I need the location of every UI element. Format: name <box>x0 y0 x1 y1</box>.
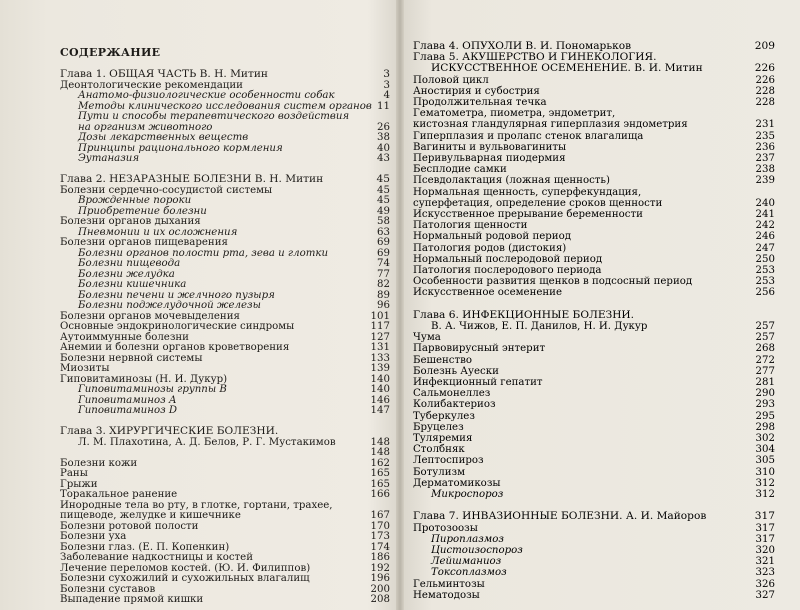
toc-entry-page: 257 <box>755 332 775 344</box>
toc-entry-page: 74 <box>377 258 390 269</box>
toc-entry-page: 96 <box>377 300 390 311</box>
toc-entry-page: 133 <box>370 352 390 364</box>
toc-entry-page: 192 <box>370 562 390 574</box>
toc-entry-page: 281 <box>755 377 775 388</box>
toc-entry-page: 45 <box>376 173 390 185</box>
toc-entry-title: Гиповитаминоз А <box>78 394 177 406</box>
toc-entry-page: 3 <box>383 68 390 80</box>
toc-entry-page: 256 <box>755 287 775 299</box>
toc-entry-page: 231 <box>755 119 775 131</box>
toc-entry-page: 196 <box>370 573 390 584</box>
toc-entry-title: Глава 7. ИНВАЗИОННЫЕ БОЛЕЗНИ. А. И. Майоров <box>413 510 707 523</box>
toc-entry-page: 208 <box>370 594 390 605</box>
toc-entry-page: 327 <box>755 589 775 601</box>
toc-entry-page: 302 <box>755 433 775 444</box>
toc-entry-title: Болезни печени и желчного пузыря <box>78 289 275 301</box>
toc-entry-page: 38 <box>377 132 390 143</box>
toc-entry-page: 162 <box>370 457 390 469</box>
toc-entry-title: Пути и способы терапевтического воздействия <box>78 111 350 122</box>
toc-entry-title: Эутаназия <box>78 153 140 164</box>
toc-entry-title: Пневмонии и их осложнения <box>78 226 238 238</box>
toc-entry-title: Нормальный послеродовой период <box>413 253 603 265</box>
toc-entry-title: Болезни ротовой полости <box>60 520 199 532</box>
toc-entry-title: Гиперплазия и пролапс стенок влагалища <box>413 130 644 142</box>
toc-entry-title: Бруцелез <box>413 421 464 433</box>
toc-entry-title: Патология щенности <box>413 220 528 232</box>
toc-entry-page: 165 <box>370 478 390 490</box>
toc-entry-page: 11 <box>377 100 390 112</box>
toc-entry-page: 295 <box>755 410 775 422</box>
toc-entry-page: 82 <box>377 279 390 290</box>
toc-entry-title: Патология послеродового периода <box>413 265 602 276</box>
toc-entry-page: 253 <box>755 276 775 288</box>
toc-entry-page: 320 <box>755 545 775 556</box>
toc-entry-title: Болезни органов дыхания <box>60 216 201 227</box>
toc-entry-title: Лечение переломов костей. (Ю. И. Филиппов) <box>60 562 311 574</box>
toc-entry-title: Бешенство <box>413 354 473 366</box>
toc-entry-title: ИСКУССТВЕННОЕ ОСЕМЕНЕНИЕ. В. И. Митин <box>431 62 703 75</box>
toc-entry-page: 312 <box>755 489 775 500</box>
toc-entry-page: 148 <box>370 447 390 458</box>
toc-entry-title: Искусственное прерывание беременности <box>413 209 643 220</box>
right-toc <box>413 0 775 610</box>
toc-entry-title: Грыжи <box>60 478 98 490</box>
toc-entry-page: 167 <box>370 510 390 521</box>
toc-entry-title: Дозы лекарственных веществ <box>78 132 249 143</box>
left-toc <box>60 0 390 610</box>
toc-entry-title: Половой цикл <box>413 74 489 86</box>
toc-entry-title: Болезни желудка <box>78 268 175 280</box>
toc-entry-page: 317 <box>755 533 775 545</box>
toc-entry-title: Болезни глаз. (Е. П. Копенкин) <box>60 541 230 553</box>
toc-entry-page: 147 <box>370 405 390 416</box>
toc-entry-page: 228 <box>755 85 775 97</box>
toc-entry-title: Ботулизм <box>413 466 465 478</box>
toc-entry-page: 89 <box>377 289 390 301</box>
toc-entry-page: 272 <box>755 354 775 366</box>
toc-entry-page: 310 <box>755 466 775 478</box>
toc-entry-page: 298 <box>755 421 775 433</box>
toc-entry-title: Торакальное ранение <box>60 489 178 500</box>
toc-entry-title: Инфекционный гепатит <box>413 377 543 388</box>
toc-entry-title: Микроспороз <box>431 489 504 500</box>
toc-entry-title: Гельминтозы <box>413 578 485 590</box>
toc-entry-title: Глава 3. ХИРУРГИЧЕСКИЕ БОЛЕЗНИ. <box>60 425 279 437</box>
toc-entry-title: Заболевание надкостницы и костей <box>60 552 253 563</box>
toc-entry-page: 131 <box>370 342 390 353</box>
toc-entry-title: Лейшманиоз <box>431 556 502 568</box>
toc-entry-title: Болезни уха <box>60 531 127 542</box>
toc-entry-title: Гиповитаминозы группы В <box>78 384 227 395</box>
toc-entry-page: 312 <box>755 477 775 489</box>
toc-entry-title: Бесплодие самки <box>413 164 507 176</box>
toc-entry-title: Анемии и болезни органов кроветворения <box>60 342 290 353</box>
toc-entry-title: В. А. Чижов, Е. П. Данилов, Н. И. Дукур <box>431 321 648 332</box>
toc-entry-title: Аутоиммунные болезни <box>60 331 189 343</box>
toc-entry-page: 305 <box>755 455 775 467</box>
toc-entry-page: 293 <box>755 399 775 411</box>
toc-entry-title: Токсоплазмоз <box>431 567 507 579</box>
toc-entry-page: 3 <box>383 79 390 91</box>
toc-entry-page: 43 <box>377 153 390 164</box>
toc-entry-title: Болезни поджелудочной железы <box>78 300 261 311</box>
toc-entry-title: Выпадение прямой кишки <box>60 594 204 605</box>
toc-entry-page: 323 <box>755 567 775 579</box>
toc-entry-page: 304 <box>755 444 775 456</box>
toc-entry-title: Сальмонеллез <box>413 388 491 400</box>
toc-entry-page: 4 <box>383 90 390 101</box>
toc-entry-page: 277 <box>755 365 775 377</box>
toc-entry-page: 237 <box>755 153 775 164</box>
toc-entry-page: 239 <box>755 175 775 187</box>
toc-entry-title: Болезни сухожилий и сухожильных влагалищ <box>60 573 310 584</box>
toc-entry-page: 186 <box>370 552 390 563</box>
toc-entry-title: Приобретение болезни <box>78 205 207 217</box>
toc-entry-page: 247 <box>755 242 775 254</box>
toc-entry-title: Продолжительная течка <box>413 97 547 108</box>
toc-entry-title: Болезни органов полости рта, зева и глотки <box>78 247 329 259</box>
toc-entry-page: 317 <box>754 510 775 523</box>
toc-entry-page: 209 <box>754 40 775 52</box>
toc-entry-title: Болезни пищевода <box>78 258 181 269</box>
toc-entry-page: 321 <box>755 556 775 568</box>
toc-entry-page: 101 <box>370 310 390 322</box>
toc-entry <box>413 589 775 602</box>
toc-entry-title: Протозоозы <box>413 522 478 534</box>
toc-entry-title: Туляремия <box>413 433 473 444</box>
toc-entry-page: 236 <box>755 141 775 153</box>
toc-entry-title: Нормальный родовой период <box>413 231 571 243</box>
toc-entry-page: 127 <box>370 331 390 343</box>
toc-entry-page: 253 <box>755 265 775 276</box>
toc-entry-title: Цистоизоспороз <box>431 545 523 556</box>
toc-entry-page: 173 <box>370 531 390 542</box>
toc-entry-title: Аностирия и субострия <box>413 85 540 97</box>
toc-entry-title: Анатомо-физиологические особенности собак <box>78 90 335 101</box>
toc-entry-title: Болезни кожи <box>60 457 138 469</box>
toc-entry-page: 117 <box>370 321 390 332</box>
toc-entry-page: 166 <box>370 489 390 500</box>
toc-entry-title: Болезни органов пищеварения <box>60 237 228 248</box>
toc-entry-title: Пироплазмоз <box>431 533 504 545</box>
toc-entry-title: Болезни сердечно-сосудистой системы <box>60 184 273 196</box>
toc-entry-title: Чума <box>413 332 441 344</box>
toc-heading: СОДЕРЖАНИЕ <box>60 46 161 59</box>
toc-entry-title: Болезни кишечника <box>78 279 187 290</box>
toc-entry-page: 58 <box>377 216 390 227</box>
toc-entry-title: Лептоспироз <box>413 455 484 467</box>
toc-entry-page: 45 <box>377 184 390 196</box>
toc-entry-title: Гематометра, пиометра, эндометрит, <box>413 108 616 120</box>
toc-entry-title: Миозиты <box>60 363 110 374</box>
toc-entry-title: Болезни суставов <box>60 583 156 595</box>
toc-entry-title: Перивульварная пиодермия <box>413 153 566 164</box>
toc-entry-title: Врожденные пороки <box>78 195 192 206</box>
toc-entry-title: Столбняк <box>413 444 465 456</box>
toc-entry-title: Искусственное осеменение <box>413 287 562 299</box>
toc-entry-page: 228 <box>755 97 775 108</box>
toc-entry-page: 290 <box>755 388 775 400</box>
toc-entry-page: 170 <box>370 520 390 532</box>
toc-entry-page: 148 <box>370 436 390 448</box>
toc-entry-page: 246 <box>755 231 775 243</box>
toc-entry <box>60 593 390 606</box>
toc-entry-title: Патология родов (дистокия) <box>413 242 567 254</box>
toc-entry-page: 69 <box>377 247 390 259</box>
toc-entry-title: Принципы рационального кормления <box>78 142 283 154</box>
toc-entry-page: 257 <box>755 321 775 332</box>
toc-entry-title: Л. М. Плахотина, А. Д. Белов, Р. Г. Мустакимов <box>78 436 336 448</box>
toc-entry-page: 250 <box>755 253 775 265</box>
toc-entry-title: Колибактериоз <box>413 399 496 411</box>
toc-entry-title: Вагиниты и вульвовагиниты <box>413 141 567 153</box>
toc-entry-page: 268 <box>755 343 775 355</box>
toc-entry-page: 146 <box>370 394 390 406</box>
toc-entry-page: 139 <box>370 363 390 374</box>
toc-entry-title: Глава 1. ОБЩАЯ ЧАСТЬ В. Н. Митин <box>60 68 268 80</box>
toc-entry-title: Раны <box>60 468 88 479</box>
toc-entry-title: пищеводе, желудке и кишечнике <box>60 510 241 521</box>
toc-entry-title: Туберкулез <box>413 410 475 422</box>
toc-entry-page: 226 <box>754 62 775 75</box>
toc-entry-page: 45 <box>377 195 390 206</box>
toc-entry-page: 63 <box>377 226 390 238</box>
toc-entry-title: Нематодозы <box>413 589 480 601</box>
toc-entry-title: на организм животного <box>78 121 213 133</box>
toc-entry-title: Особенности развития щенков в подсосный период <box>413 276 693 288</box>
toc-entry-page: 240 <box>755 197 775 209</box>
toc-entry-page: 77 <box>377 268 390 280</box>
toc-entry-title: Глава 6. ИНФЕКЦИОННЫЕ БОЛЕЗНИ. <box>413 308 635 321</box>
toc-entry-title: кистозная гландулярная гиперплазия эндометрия <box>413 119 688 131</box>
toc-entry-title: Глава 5. АКУШЕРСТВО И ГИНЕКОЛОГИЯ. <box>413 51 657 64</box>
toc-entry-title: Псевдолактация (ложная щенность) <box>413 175 610 187</box>
toc-entry-page: 200 <box>370 583 390 595</box>
toc-entry-page: 69 <box>377 237 390 248</box>
toc-entry-page: 26 <box>377 121 390 133</box>
toc-entry-title: Дерматомикозы <box>413 477 501 489</box>
toc-entry-title: Гиповитаминоз D <box>78 405 178 416</box>
toc-entry-page: 226 <box>755 74 775 86</box>
toc-entry-page: 140 <box>370 384 390 395</box>
toc-entry-title: Болезнь Ауески <box>413 365 499 377</box>
toc-entry-title: Гиповитаминозы (Н. И. Дукур) <box>60 373 228 385</box>
toc-entry-page: 235 <box>755 130 775 142</box>
toc-entry-title: Глава 4. ОПУХОЛИ В. И. Пономарьков <box>413 40 632 52</box>
toc-entry-page: 238 <box>755 164 775 176</box>
toc-entry-page: 241 <box>755 209 775 220</box>
toc-entry-title: суперфетация, определение сроков щенности <box>413 197 663 209</box>
toc-entry-page: 317 <box>755 522 775 534</box>
toc-entry-page: 165 <box>370 468 390 479</box>
toc-entry-title: Инородные тела во рту, в глотке, гортани, трахее, <box>60 499 333 511</box>
toc-entry-page: 40 <box>377 142 390 154</box>
toc-entry-title: Глава 2. НЕЗАРАЗНЫЕ БОЛЕЗНИ В. Н. Митин <box>60 173 324 185</box>
toc-entry-page: 140 <box>370 373 390 385</box>
toc-entry-page: 49 <box>377 205 390 217</box>
toc-entry-title: Болезни нервной системы <box>60 352 203 364</box>
toc-entry-title: Методы клинического исследования систем органов <box>78 100 372 112</box>
toc-entry-title: Болезни органов мочевыделения <box>60 310 240 322</box>
toc-entry-page: 242 <box>755 220 775 232</box>
toc-entry-title: Нормальная щенность, суперфекундация, <box>413 186 642 198</box>
toc-entry-page: 174 <box>370 541 390 553</box>
toc-entry-title: Парвовирусный энтерит <box>413 343 546 355</box>
toc-entry-page: 326 <box>755 578 775 590</box>
toc-entry-title: Основные эндокринологические синдромы <box>60 321 295 332</box>
toc-entry-title: Деонтологические рекомендации <box>60 79 243 91</box>
